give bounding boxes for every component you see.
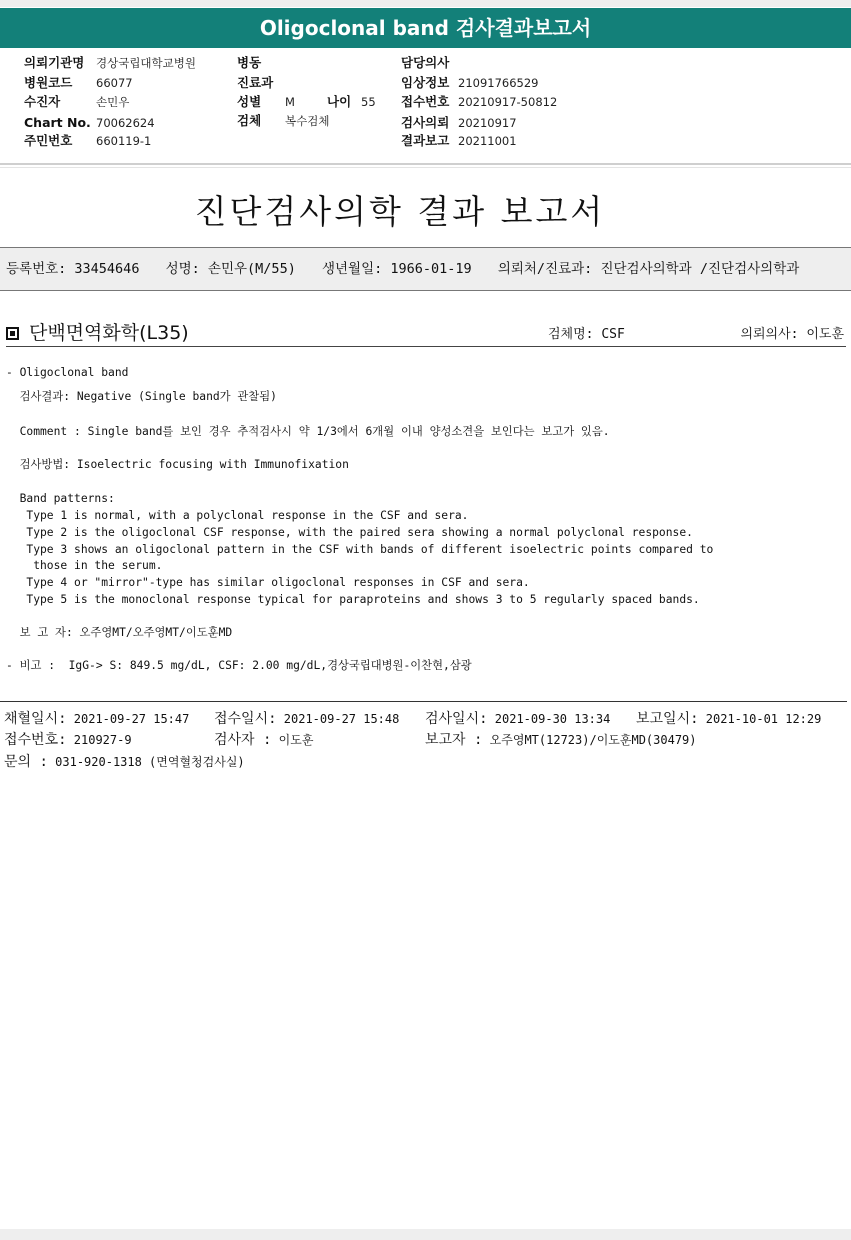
header-label: 나이: [327, 94, 352, 109]
header-value: 경상국립대학교병원: [96, 56, 196, 70]
footer-item: [214, 729, 313, 751]
result-line: those in the serum.: [6, 559, 163, 572]
footer-label: 검사일시:: [425, 711, 488, 727]
header-label: 진료과: [237, 75, 274, 90]
result-line: Type 3 shows an oligoclonal pattern in the CSF with bands of different isoelectric points compared to: [6, 543, 714, 556]
footer-row: [4, 708, 851, 730]
footer-value: 2021-09-27 15:47: [73, 712, 190, 726]
patient-name: 성명: 손민우(M/55): [165, 261, 296, 277]
header-value: 660119-1: [96, 134, 152, 148]
footer-value: 이도훈: [278, 733, 314, 747]
header-label: 결과보고: [401, 133, 450, 148]
footer-value: 210927-9: [73, 733, 132, 747]
header-label: 검체: [237, 113, 262, 128]
footer-label: 채혈일시:: [4, 711, 67, 727]
patient-info-bar: [0, 247, 851, 291]
report-banner-title: Oligoclonal band 검사결과보고서: [0, 8, 851, 48]
header-info: [0, 50, 851, 164]
result-line: - 비고 : IgG-> S: 849.5 mg/dL, CSF: 2.00 mg/dL,경상국립대병원-이찬현,삼광: [6, 659, 472, 672]
header-divider: [0, 167, 851, 168]
result-line: Band patterns:: [6, 492, 115, 505]
result-line: Type 4 or "mirror"-type has similar oligoclonal responses in CSF and sera.: [6, 576, 530, 589]
header-value: 20210917: [458, 116, 517, 130]
footer-label: 접수일시:: [214, 711, 277, 727]
header-label: 수진자: [24, 94, 61, 109]
header-label: 병동: [237, 55, 262, 70]
header-label: 성별: [237, 94, 262, 109]
header-label: 임상정보: [401, 75, 450, 90]
header-label: 의뢰기관명: [24, 55, 85, 70]
header-value: 70062624: [96, 116, 155, 130]
header-value: M: [285, 95, 295, 109]
birth-date: 생년월일: 1966-01-19: [321, 261, 472, 277]
result-line: - Oligoclonal band: [6, 366, 129, 379]
header-value: 21091766529: [458, 76, 539, 90]
registration-number: 등록번호: 33454646: [6, 261, 140, 277]
referring-doctor: 의뢰의사: 이도훈: [740, 327, 844, 342]
footer-label: 검사자 :: [214, 732, 272, 748]
footer-item: [214, 708, 399, 730]
footer-value: 2021-10-01 12:29: [705, 712, 822, 726]
section-title: [6, 318, 189, 345]
footer-row: [4, 751, 851, 773]
footer-value: 오주영MT(12723)/이도훈MD(30479): [489, 733, 697, 747]
footer-value: 2021-09-30 13:34: [494, 712, 611, 726]
header-label: 병원코드: [24, 75, 73, 90]
header-value: 55: [361, 95, 376, 109]
top-strip: [0, 0, 851, 7]
referring-department: 의뢰처/진료과: 진단검사의학과 /진단검사의학과: [497, 261, 800, 277]
footer-label: 보고자 :: [425, 732, 483, 748]
header-label: 검사의뢰: [401, 115, 450, 130]
header-value: 66077: [96, 76, 133, 90]
footer-label: 보고일시:: [636, 711, 699, 727]
header-label: 담당의사: [401, 55, 450, 70]
header-value: 20211001: [458, 134, 517, 148]
footer-label: 접수번호:: [4, 732, 67, 748]
footer-item: [4, 708, 189, 730]
bottom-strip: [0, 1229, 851, 1240]
header-label: 주민번호: [24, 133, 73, 148]
footer-item: [4, 751, 245, 773]
result-line: 보 고 자: 오주영MT/오주영MT/이도훈MD: [6, 626, 233, 639]
header-divider: [0, 163, 851, 165]
footer-label: 문의 :: [4, 754, 48, 770]
result-line: 검사방법: Isoelectric focusing with Immunofixation: [6, 458, 349, 471]
footer-divider: [0, 701, 847, 702]
header-value: 복수검체: [285, 114, 330, 128]
result-line: Type 2 is the oligoclonal CSF response, with the paired sera showing a normal polyclonal response.: [6, 526, 693, 539]
result-line: 검사결과: Negative (Single band가 관찰됨): [6, 390, 277, 403]
footer-value: 031-920-1318 (면역혈청검사실): [55, 755, 245, 769]
result-line: Comment : Single band를 보인 경우 추적검사시 약 1/3에서 6개월 이내 양성소견을 보인다는 보고가 있음.: [6, 425, 610, 438]
footer-item: [425, 708, 610, 730]
report-title: 진단검사의학 결과 보고서: [194, 192, 606, 231]
footer-value: 2021-09-27 15:48: [283, 712, 400, 726]
section-title-text: 단백면역화학(L35): [29, 322, 189, 344]
footer-item: [636, 708, 821, 730]
specimen-name: 검체명: CSF: [548, 327, 625, 342]
section-header: [6, 318, 846, 347]
header-label: 접수번호: [401, 94, 450, 109]
footer-row: [4, 729, 851, 751]
header-value: 손민우: [96, 95, 130, 109]
footer-item: [425, 729, 697, 751]
square-bullet-icon: [6, 327, 19, 340]
result-line: Type 5 is the monoclonal response typical for paraproteins and shows 3 to 5 regularly spaced bands.: [6, 593, 700, 606]
result-line: Type 1 is normal, with a polyclonal response in the CSF and sera.: [6, 509, 469, 522]
header-label: Chart No.: [24, 115, 91, 130]
footer-item: [4, 729, 132, 751]
header-value: 20210917-50812: [458, 95, 558, 109]
